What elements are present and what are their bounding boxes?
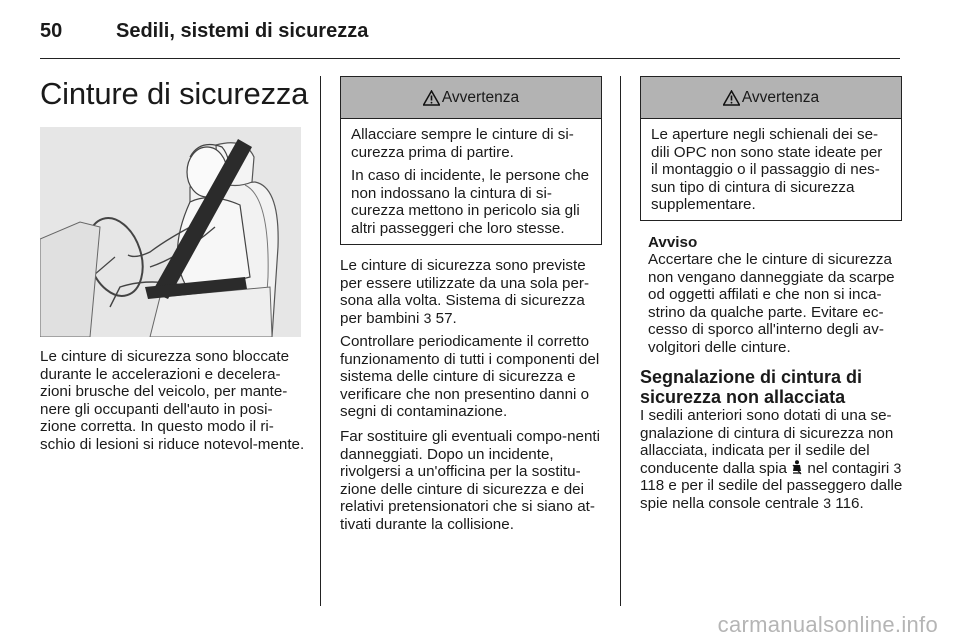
warning-box [640, 76, 902, 221]
running-header-title: Sedili, sistemi di sicurezza [116, 20, 369, 42]
warning-header [341, 77, 601, 119]
warning-header [641, 77, 901, 119]
page-reference-link[interactable]: 57. [435, 309, 457, 327]
header-divider [40, 58, 900, 59]
body-paragraph: I sedili anteriori sono dotati di una se-gnalazione di cintura di sicurezza non allacciata, indicata per il sedile del conducente dalla spia nel contagiri 3 118 e per il sedile del passeggero dalle spie nella console centrale 3 116. [640, 407, 903, 512]
page-reference-link[interactable]: 118 e per il sedile del passeggero dalle spie nella console centrale [640, 477, 903, 512]
warning-text: Allacciare sempre le cinture di si-curezza prima di partire. [351, 126, 574, 161]
page-reference-arrow-icon: 3 [823, 494, 832, 511]
section-heading: Segnalazione di cintura di sicurezza non allacciata [640, 367, 863, 407]
column-divider-1 [320, 76, 321, 606]
page-title: Cinture di sicurezza [40, 76, 309, 111]
page-reference-arrow-icon: 3 [893, 459, 902, 476]
intro-paragraph: Le cinture di sicurezza sono bloccate durante le accelerazioni e decelera-zioni brusche del veicolo, per mante-nere gli occupanti dell'auto in posi-zione corretta. In questo modo il ri-schio di lesioni si riduce notevol-mente. [40, 348, 305, 453]
seatbelt-warning-icon [791, 460, 803, 475]
page-reference-link[interactable]: 116. [835, 494, 864, 512]
body-paragraph: Le cinture di sicurezza sono previste per essere utilizzate da una sola per-sona alla volta. Sistema di sicurezza per bambini 3 57. [340, 257, 590, 327]
warning-title: Avvertenza [441, 88, 520, 106]
warning-triangle-icon [423, 90, 440, 106]
notice-title: Avviso [648, 234, 698, 251]
warning-box [340, 76, 602, 245]
watermark: carmanualsonline.info [717, 612, 938, 637]
warning-title: Avvertenza [741, 88, 820, 106]
warning-triangle-icon [723, 90, 740, 106]
driver-wearing-seatbelt-illustration [40, 127, 301, 337]
warning-text: Le aperture negli schienali dei se-dili OPC non sono state ideate per il montaggio o il passaggio di nes-sun tipo di cintura di sicurezza supplementare. [651, 126, 883, 214]
page-number: 50 [40, 20, 63, 42]
body-paragraph: Controllare periodicamente il corretto funzionamento di tutti i componenti del sistema delle cinture di sicurezza e verificare che non presentino danni o segni di contaminazione. [340, 333, 600, 421]
notice-text: Accertare che le cinture di sicurezza non vengano danneggiate da scarpe od oggetti affilati e che non si inca-strino da qualche parte. Evitare ec-cesso di sporco all'interno degli av-volgitori delle cinture. [648, 251, 895, 356]
body-paragraph: Far sostituire gli eventuali compo-nenti danneggiati. Dopo un incidente, rivolgersi a un'officina per la sostitu-zione delle cinture di sicurezza e dei relativi pretensionatori che si siano at-tivati durante la collisione. [340, 428, 600, 533]
page-reference-arrow-icon: 3 [423, 309, 432, 326]
warning-text: In caso di incidente, le persone che non indossano la cintura di si-curezza mettono in pericolo sia gli altri passeggeri che loro stesse. [351, 167, 590, 237]
column-divider-2 [620, 76, 621, 606]
